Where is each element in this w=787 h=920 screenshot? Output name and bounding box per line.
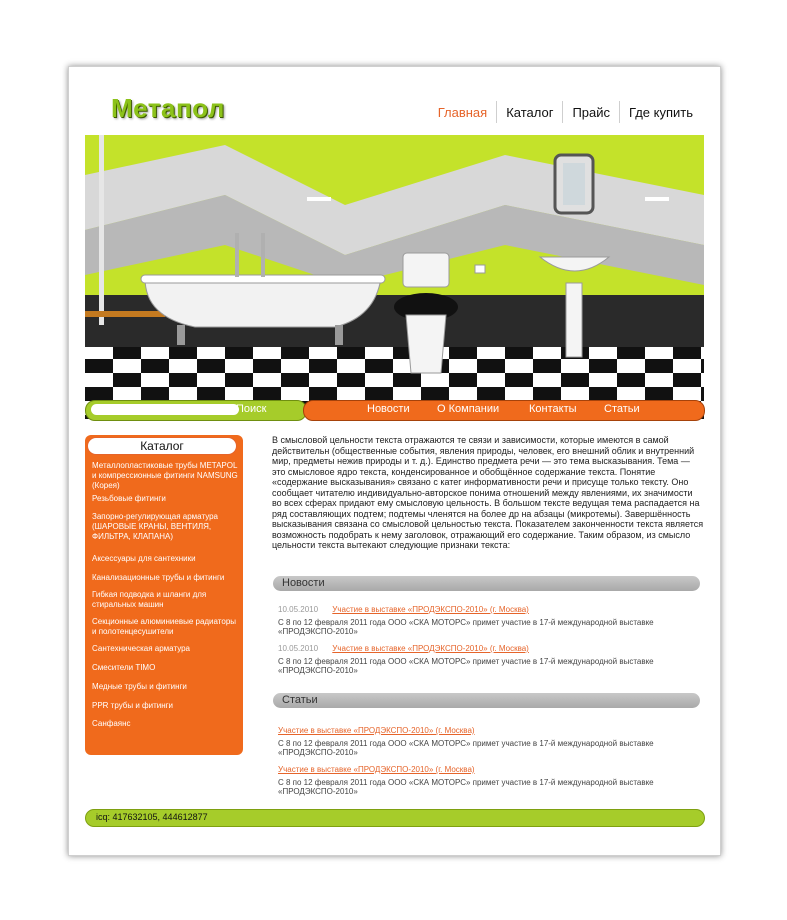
- catalog-sidebar: [85, 435, 243, 755]
- catalog-item[interactable]: Гибкая подводка и шланги для стиральных машин: [92, 590, 207, 609]
- catalog-item[interactable]: Канализационные трубы и фитинги: [92, 573, 225, 582]
- footer-contact: icq: 417632105, 444612877: [96, 812, 208, 822]
- catalog-item[interactable]: Медные трубы и фитинги: [92, 682, 187, 691]
- catalog-item[interactable]: Запорно-регулирующая арматура (ШАРОВЫЕ КРАНЫ, ВЕНТИЛЯ, ФИЛЬТРА, КЛАПАНА): [92, 512, 218, 541]
- article-item: [278, 765, 708, 796]
- search-input[interactable]: [91, 404, 239, 415]
- menu-item-news[interactable]: Новости: [367, 403, 410, 415]
- intro-text: В смысловой цельности текста отражаются те связи и зависимости, которые имеются в самой действительн (общественные события, явления природы, человек, его внешний облик и внутренний мир, предметы нежив природы и т. д.). Единство предмета речи — это тема высказывания. Тема — это смысловое ядро текста, конденсированное и обобщённое содержание текста. Понятие «содержание высказывания» связано с катег информативности речи и присуще только тексту. Оно сообщает читателю индивидуально-авторское понима отношений между явлениями, их значимости во всех сферах придают ему смысловую цельность. В большом тексте ведущая тема распадается на ряд составляющих подтем; подтемы членятся на более др на абзацы (микротемы). Завершённость высказывания связана со смысловой цельностью текста. Показателем законченности текста является возможность подобрать к нему заголовок, отражающий его содержание. Таким образом, из смысло цельности текста вытекают следующие признаки текста:: [272, 435, 704, 550]
- news-description: С 8 по 12 февраля 2011 года ООО «СКА МОТОРС» примет участие в 17-й международной выставке «ПРОДЭКСПО-2010»: [278, 657, 654, 675]
- news-date: 10.05.2010: [278, 605, 319, 614]
- news-link[interactable]: Участие в выставке «ПРОДЭКСПО-2010» (г. Москва): [332, 605, 529, 614]
- top-nav: [429, 101, 702, 123]
- article-link[interactable]: Участие в выставке «ПРОДЭКСПО-2010» (г. Москва): [278, 726, 475, 735]
- catalog-item[interactable]: PPR трубы и фитинги: [92, 701, 174, 710]
- menu-item-about[interactable]: О Компании: [437, 403, 500, 415]
- news-header: Новости: [273, 576, 700, 591]
- news-link[interactable]: Участие в выставке «ПРОДЭКСПО-2010» (г. Москва): [332, 644, 529, 653]
- nav-price[interactable]: Прайс: [572, 104, 611, 120]
- article-description: С 8 по 12 февраля 2011 года ООО «СКА МОТОРС» примет участие в 17-й международной выставке «ПРОДЭКСПО-2010»: [278, 778, 654, 796]
- nav-catalog[interactable]: Каталог: [506, 104, 554, 120]
- search-bar: [85, 400, 307, 421]
- articles-header: Статьи: [273, 693, 700, 708]
- footer-bar: [85, 809, 705, 827]
- banner-image: [85, 135, 704, 419]
- article-link[interactable]: Участие в выставке «ПРОДЭКСПО-2010» (г. Москва): [278, 765, 475, 774]
- main-content: [272, 435, 704, 551]
- search-and-menu-bar: [85, 400, 704, 419]
- nav-home[interactable]: Главная: [437, 104, 488, 120]
- article-item: [278, 726, 708, 757]
- catalog-title: Каталог: [87, 437, 237, 455]
- menu-item-contacts[interactable]: Контакты: [529, 403, 577, 415]
- menu-item-articles[interactable]: Статьи: [604, 403, 640, 415]
- catalog-item[interactable]: Сантехническая арматура: [92, 644, 190, 653]
- news-item: [278, 605, 708, 636]
- news-item: [278, 644, 708, 675]
- page-container: [68, 66, 721, 856]
- news-description: С 8 по 12 февраля 2011 года ООО «СКА МОТОРС» примет участие в 17-й международной выставке «ПРОДЭКСПО-2010»: [278, 618, 654, 636]
- catalog-item[interactable]: Санфаянс: [92, 719, 131, 728]
- nav-where-to-buy[interactable]: Где купить: [629, 104, 693, 120]
- catalog-item[interactable]: Резьбовые фитинги: [92, 494, 166, 503]
- bathroom-illustration: [85, 135, 704, 419]
- site-logo[interactable]: Метапол: [111, 93, 225, 123]
- news-date: 10.05.2010: [278, 644, 319, 653]
- catalog-item[interactable]: Смесители TIMO: [92, 663, 156, 672]
- catalog-list: [92, 461, 240, 737]
- catalog-item[interactable]: Аксессуары для сантехники: [92, 554, 196, 563]
- catalog-item[interactable]: Металлопластиковые трубы METAPOL и компрессионные фитинги NAMSUNG (Корея): [92, 461, 238, 490]
- search-button[interactable]: Поиск: [236, 403, 267, 415]
- article-description: С 8 по 12 февраля 2011 года ООО «СКА МОТОРС» примет участие в 17-й международной выставке «ПРОДЭКСПО-2010»: [278, 739, 654, 757]
- catalog-item[interactable]: Секционные алюминиевые радиаторы и полотенцесушители: [92, 617, 237, 636]
- main-menu: [303, 400, 705, 421]
